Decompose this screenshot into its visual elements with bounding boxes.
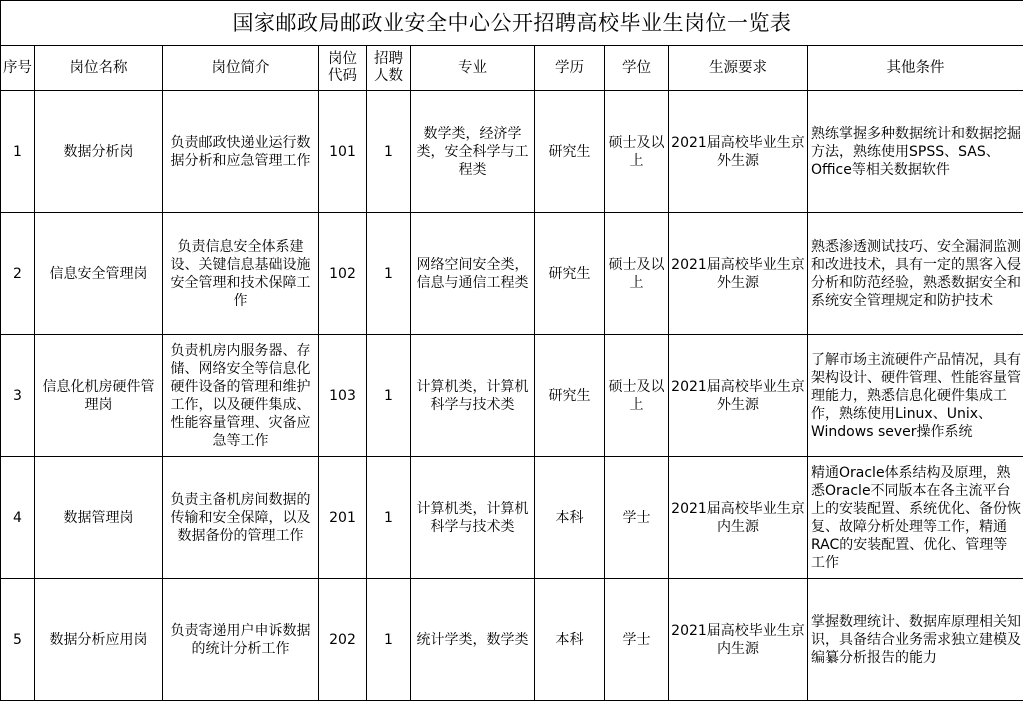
cell-education: 研究生 [535, 335, 605, 457]
cell-intro: 负责邮政快递业运行数据分析和应急管理工作 [163, 91, 319, 213]
cell-major: 数学类，经济学类，安全科学与工程类 [411, 91, 535, 213]
cell-index: 1 [1, 91, 35, 213]
cell-degree: 学士 [605, 579, 669, 701]
cell-source: 2021届高校毕业生京外生源 [669, 91, 808, 213]
cell-intro: 负责主备机房间数据的传输和安全保障，以及数据备份的管理工作 [163, 457, 319, 579]
cell-code: 102 [319, 213, 367, 335]
cell-source: 2021届高校毕业生京内生源 [669, 579, 808, 701]
cell-post-name: 数据分析岗 [35, 91, 163, 213]
cell-index: 4 [1, 457, 35, 579]
cell-education: 本科 [535, 457, 605, 579]
header-education: 学历 [535, 46, 605, 91]
cell-other: 了解市场主流硬件产品情况，具有架构设计、硬件管理、性能容量管理能力，熟悉信息化硬件集成工作，熟练使用Linux、Unix、Windows sever操作系统 [808, 335, 1023, 457]
header-index: 序号 [1, 46, 35, 91]
cell-source: 2021届高校毕业生京外生源 [669, 213, 808, 335]
cell-code: 202 [319, 579, 367, 701]
header-post-name: 岗位名称 [35, 46, 163, 91]
cell-intro: 负责信息安全体系建设、关键信息基础设施安全管理和技术保障工作 [163, 213, 319, 335]
table-row [1, 579, 1023, 701]
cell-code: 201 [319, 457, 367, 579]
cell-major: 计算机类，计算机科学与技术类 [411, 335, 535, 457]
page-title: 国家邮政局邮政业安全中心公开招聘高校毕业生岗位一览表 [1, 1, 1023, 46]
cell-count: 1 [367, 335, 411, 457]
cell-index: 3 [1, 335, 35, 457]
cell-major: 网络空间安全类，信息与通信工程类 [411, 213, 535, 335]
header-degree: 学位 [605, 46, 669, 91]
header-intro: 岗位简介 [163, 46, 319, 91]
cell-degree: 硕士及以上 [605, 213, 669, 335]
cell-education: 研究生 [535, 91, 605, 213]
cell-education: 本科 [535, 579, 605, 701]
cell-count: 1 [367, 213, 411, 335]
cell-other: 熟练掌握多种数据统计和数据挖掘方法，熟练使用SPSS、SAS、Office等相关数据软件 [808, 91, 1023, 213]
cell-post-name: 信息安全管理岗 [35, 213, 163, 335]
table-row [1, 457, 1023, 579]
cell-code: 103 [319, 335, 367, 457]
cell-education: 研究生 [535, 213, 605, 335]
cell-post-name: 数据管理岗 [35, 457, 163, 579]
cell-intro: 负责机房内服务器、存储、网络安全等信息化硬件设备的管理和维护工作，以及硬件集成、性能容量管理、灾备应急等工作 [163, 335, 319, 457]
header-code: 岗位代码 [319, 46, 367, 91]
cell-other: 掌握数理统计、数据库原理相关知识，具备结合业务需求独立建模及编纂分析报告的能力 [808, 579, 1023, 701]
cell-count: 1 [367, 91, 411, 213]
cell-index: 5 [1, 579, 35, 701]
cell-intro: 负责寄递用户申诉数据的统计分析工作 [163, 579, 319, 701]
cell-index: 2 [1, 213, 35, 335]
table-row [1, 213, 1023, 335]
cell-count: 1 [367, 579, 411, 701]
cell-code: 101 [319, 91, 367, 213]
cell-degree: 硕士及以上 [605, 335, 669, 457]
header-source: 生源要求 [669, 46, 808, 91]
header-count: 招聘人数 [367, 46, 411, 91]
header-major: 专业 [411, 46, 535, 91]
cell-count: 1 [367, 457, 411, 579]
cell-other: 精通Oracle体系结构及原理，熟悉Oracle不同版本在各主流平台上的安装配置、系统优化、备份恢复、故障分析处理等工作，精通RAC的安装配置、优化、管理等工作 [808, 457, 1023, 579]
cell-post-name: 数据分析应用岗 [35, 579, 163, 701]
cell-post-name: 信息化机房硬件管理岗 [35, 335, 163, 457]
cell-major: 统计学类，数学类 [411, 579, 535, 701]
header-other: 其他条件 [808, 46, 1023, 91]
cell-source: 2021届高校毕业生京内生源 [669, 457, 808, 579]
cell-degree: 学士 [605, 457, 669, 579]
header-row [1, 46, 1023, 91]
table-row [1, 91, 1023, 213]
cell-other: 熟悉渗透测试技巧、安全漏洞监测和改进技术，具有一定的黑客入侵分析和防范经验，熟悉数据安全和系统安全管理规定和防护技术 [808, 213, 1023, 335]
cell-source: 2021届高校毕业生京外生源 [669, 335, 808, 457]
table-row [1, 335, 1023, 457]
cell-degree: 硕士及以上 [605, 91, 669, 213]
cell-major: 计算机类，计算机科学与技术类 [411, 457, 535, 579]
